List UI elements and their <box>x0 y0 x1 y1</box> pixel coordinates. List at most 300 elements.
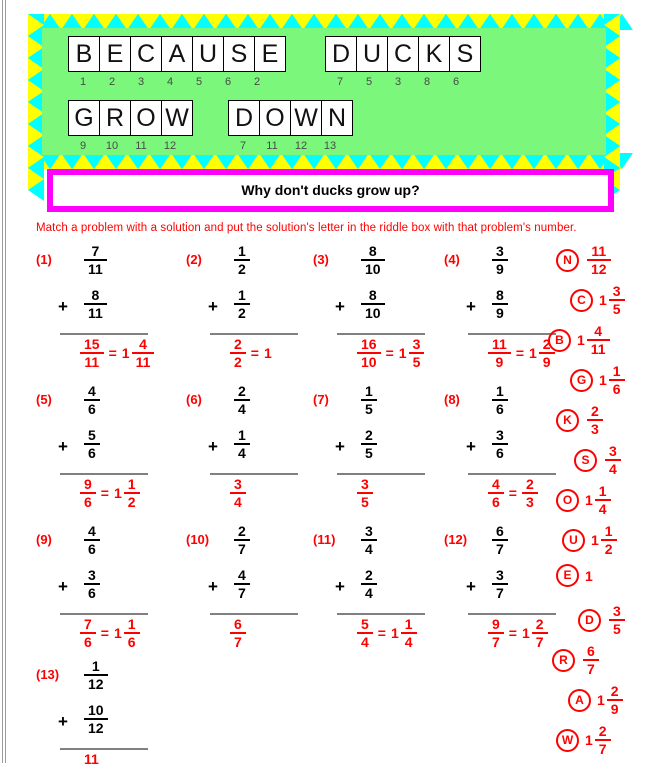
fraction-denominator: 5 <box>365 401 373 417</box>
problem-number: (5) <box>36 392 52 407</box>
fraction-denominator: 2 <box>604 541 613 557</box>
fraction-denominator: 9 <box>496 261 504 277</box>
fraction-numerator: 7 <box>91 243 100 259</box>
fraction-denominator: 4 <box>365 541 373 557</box>
fraction-denominator: 7 <box>238 585 246 601</box>
fraction-numerator: 4 <box>88 383 96 399</box>
fraction-denominator: 5 <box>365 445 373 461</box>
answer-key-fraction <box>601 524 617 556</box>
fraction-denominator: 6 <box>88 401 96 417</box>
fraction-numerator: 16 <box>361 336 377 352</box>
fraction-denominator: 4 <box>598 501 607 517</box>
fraction-denominator: 7 <box>535 634 544 650</box>
answer-key-item[interactable] <box>568 684 623 716</box>
problem-number: (1) <box>36 252 52 267</box>
fraction-numerator: 9 <box>492 616 500 632</box>
fraction-denominator: 10 <box>365 261 381 277</box>
problem-number: (13) <box>36 667 60 682</box>
sum-rule <box>337 613 425 615</box>
problem-addend-second <box>84 568 100 600</box>
problem-answer <box>80 337 154 369</box>
problem-addend-first <box>361 384 377 416</box>
fraction-denominator: 6 <box>84 494 92 510</box>
fraction-numerator: 3 <box>612 283 621 299</box>
fraction-denominator: 2 <box>127 494 136 510</box>
fraction-numerator: 4 <box>139 336 147 352</box>
fraction-numerator: 4 <box>88 523 96 539</box>
problem-addend-second <box>492 568 508 600</box>
answer-key-item[interactable] <box>556 564 595 587</box>
answer-key-fraction <box>595 484 611 516</box>
fraction-numerator: 3 <box>496 243 504 259</box>
fraction-numerator: 3 <box>361 476 369 492</box>
fraction-denominator: 9 <box>495 354 504 370</box>
problem-addend-second <box>361 428 377 460</box>
fraction-numerator: 1 <box>238 427 246 443</box>
answer-key-whole-number: 1 <box>599 372 607 388</box>
riddle-letter-number: 3 <box>394 76 402 88</box>
fraction-denominator: 6 <box>88 541 96 557</box>
fraction-denominator: 6 <box>496 445 504 461</box>
riddle-letter-box[interactable]: K <box>418 36 450 72</box>
sum-rule <box>210 333 298 335</box>
problem-answer <box>357 337 424 369</box>
fraction-numerator: 1 <box>404 616 413 632</box>
fraction-numerator: 1 <box>598 483 607 499</box>
fraction-numerator: 8 <box>91 287 100 303</box>
sum-rule <box>60 613 148 615</box>
problem-answer <box>357 477 373 509</box>
fraction-numerator: 2 <box>610 683 619 699</box>
fraction-numerator: 8 <box>368 287 377 303</box>
answer-whole-number: 1 <box>113 485 122 501</box>
answer-letter-circle: S <box>574 449 597 472</box>
riddle-letter-number: 5 <box>195 76 203 88</box>
answer-improper-fraction <box>230 617 246 649</box>
fraction-numerator: 2 <box>365 427 373 443</box>
sum-rule <box>60 473 148 475</box>
sum-rule <box>210 613 298 615</box>
riddle-letter-box[interactable]: E <box>254 36 286 72</box>
riddle-letter-number: 2 <box>253 76 261 88</box>
answer-whole-number: 1 <box>521 625 530 641</box>
problem-addend-first <box>492 384 508 416</box>
fraction-numerator: 5 <box>88 427 96 443</box>
fraction-denominator: 11 <box>88 261 103 277</box>
fraction-numerator: 9 <box>84 476 92 492</box>
answer-improper-fraction <box>80 752 103 770</box>
riddle-letter-box[interactable]: A <box>161 36 193 72</box>
fraction-numerator: 3 <box>365 523 373 539</box>
answer-whole-number: 1 <box>121 345 130 361</box>
sum-rule <box>468 333 556 335</box>
problem-answer <box>488 617 548 649</box>
fraction-denominator: 7 <box>238 541 246 557</box>
answer-key-item[interactable] <box>556 724 611 756</box>
answer-improper-fraction <box>488 617 504 649</box>
answer-whole-number: 1 <box>113 625 122 641</box>
problem-addend-second <box>84 703 108 735</box>
answer-key-fraction <box>609 364 625 396</box>
plus-operator: + <box>208 577 218 596</box>
fraction-numerator: 4 <box>594 323 603 339</box>
fraction-denominator: 6 <box>496 401 504 417</box>
problem-addend-second <box>492 428 508 460</box>
fraction-denominator: 4 <box>365 585 373 601</box>
answer-improper-fraction <box>488 337 511 369</box>
equals-sign: = <box>377 625 386 641</box>
fraction-numerator: 3 <box>613 603 621 619</box>
riddle-letter-number: 13 <box>323 140 337 152</box>
fraction-numerator: 15 <box>84 336 100 352</box>
equals-sign: = <box>385 345 394 361</box>
fraction-numerator: 2 <box>535 616 544 632</box>
answer-key-item[interactable] <box>556 484 611 516</box>
answer-key-whole-number: 1 <box>599 292 607 308</box>
fraction-numerator: 1 <box>496 383 504 399</box>
fraction-numerator: 1 <box>612 363 621 379</box>
fraction-denominator: 9 <box>496 305 504 321</box>
riddle-letter-box[interactable]: U <box>192 36 224 72</box>
equals-sign: = <box>515 345 524 361</box>
answer-letter-circle: C <box>570 289 593 312</box>
equals-sign: = <box>108 345 117 361</box>
fraction-denominator: 7 <box>496 585 504 601</box>
problem-number: (8) <box>444 392 460 407</box>
fraction-numerator: 1 <box>238 287 246 303</box>
plus-operator: + <box>466 437 476 456</box>
answer-key-item[interactable] <box>570 364 625 396</box>
answer-key-item[interactable] <box>548 324 610 356</box>
fraction-denominator: 9 <box>610 701 619 717</box>
fraction-numerator: 2 <box>238 523 246 539</box>
riddle-letter-number: 1 <box>79 76 87 88</box>
problem-addend-first <box>234 244 250 276</box>
fraction-numerator: 4 <box>238 567 246 583</box>
answer-key-fraction <box>607 684 623 716</box>
fraction-denominator: 4 <box>361 634 369 650</box>
problem-answer <box>230 617 246 649</box>
riddle-letter-number: 8 <box>423 76 431 88</box>
problem-number: (3) <box>313 252 329 267</box>
equals-sign: = <box>508 485 517 501</box>
problem-addend-second <box>84 288 107 320</box>
riddle-letter-number: 7 <box>336 76 344 88</box>
riddle-letter-box[interactable]: C <box>130 36 162 72</box>
answer-key-whole-number: 1 <box>597 692 605 708</box>
riddle-letter-box[interactable]: C <box>387 36 419 72</box>
riddle-letter-number: 10 <box>105 140 119 152</box>
fraction-numerator: 1 <box>238 243 246 259</box>
fraction-numerator: 1 <box>127 476 136 492</box>
fraction-denominator: 2 <box>238 261 246 277</box>
riddle-letter-number: 5 <box>365 76 373 88</box>
instruction-text: Match a problem with a solution and put the solution's letter in the riddle box with that problem's number. <box>36 222 577 234</box>
fraction-denominator: 7 <box>587 661 595 677</box>
fraction-numerator: 6 <box>234 616 242 632</box>
problem-addend-second <box>234 568 250 600</box>
answer-improper-fraction <box>230 477 246 509</box>
riddle-letter-number: 11 <box>266 140 278 152</box>
fraction-denominator: 12 <box>88 676 104 692</box>
fraction-numerator: 8 <box>496 287 504 303</box>
answer-key-whole-number: 1 <box>585 732 593 748</box>
riddle-letter-box[interactable]: R <box>99 100 131 136</box>
answer-key-fraction <box>587 404 603 436</box>
sum-rule <box>337 333 425 335</box>
fraction-denominator: 7 <box>234 634 242 650</box>
answer-key-fraction <box>605 444 621 476</box>
fraction-denominator: 4 <box>234 494 242 510</box>
problem-answer <box>488 337 555 369</box>
riddle-letter-box[interactable]: B <box>68 36 100 72</box>
fraction-denominator: 5 <box>412 354 421 370</box>
answer-mixed-fraction <box>401 617 417 649</box>
plus-operator: + <box>58 437 68 456</box>
answer-key-fraction <box>609 604 625 636</box>
answer-improper-fraction <box>80 337 104 369</box>
fraction-denominator: 6 <box>127 634 136 650</box>
answer-letter-circle: A <box>568 689 591 712</box>
fraction-numerator: 3 <box>609 443 617 459</box>
fraction-numerator: 3 <box>88 567 96 583</box>
fraction-numerator: 11 <box>84 751 99 767</box>
equals-sign: = <box>100 625 109 641</box>
answer-letter-circle: U <box>562 529 585 552</box>
answer-key-item[interactable] <box>556 404 603 436</box>
riddle-letter-number: 12 <box>294 140 308 152</box>
fraction-numerator: 7 <box>84 616 92 632</box>
sum-rule <box>60 333 148 335</box>
fraction-denominator: 6 <box>612 381 621 397</box>
riddle-letter-number: 6 <box>224 76 232 88</box>
fraction-numerator: 1 <box>604 523 613 539</box>
answer-key-whole-number: 1 <box>591 532 599 548</box>
problem-addend-first <box>84 244 107 276</box>
answer-improper-fraction <box>80 617 96 649</box>
fraction-denominator: 11 <box>84 354 100 370</box>
answer-mixed-fraction <box>532 617 548 649</box>
riddle-letter-box[interactable]: O <box>130 100 162 136</box>
fraction-numerator: 2 <box>591 403 599 419</box>
fraction-numerator: 3 <box>412 336 421 352</box>
problem-addend-second <box>234 428 250 460</box>
riddle-letter-box[interactable]: D <box>228 100 260 136</box>
answer-mixed-fraction <box>124 477 140 509</box>
riddle-letter-box[interactable]: U <box>356 36 388 72</box>
answer-key-item[interactable] <box>562 524 617 556</box>
riddle-letter-number: 6 <box>452 76 460 88</box>
problem-addend-first <box>84 524 100 556</box>
answer-letter-circle: W <box>556 729 579 752</box>
fraction-numerator: 2 <box>238 383 246 399</box>
problem-answer <box>80 477 140 509</box>
problem-answer <box>230 477 246 509</box>
answer-mixed-fraction <box>409 337 425 369</box>
riddle-letter-number: 12 <box>163 140 177 152</box>
riddle-letter-box[interactable]: W <box>290 100 322 136</box>
fraction-denominator: 6 <box>88 445 96 461</box>
fraction-denominator: 11 <box>135 354 151 370</box>
fraction-denominator: 4 <box>238 401 246 417</box>
sum-rule <box>60 748 148 750</box>
fraction-denominator: 11 <box>590 341 606 357</box>
fraction-numerator: 3 <box>234 476 242 492</box>
problem-addend-first <box>492 524 508 556</box>
riddle-letter-number: 3 <box>137 76 145 88</box>
answer-key-whole-number: 1 <box>585 567 593 584</box>
answer-key-item[interactable] <box>552 644 599 676</box>
fraction-denominator: 12 <box>88 720 104 736</box>
answer-improper-fraction <box>357 477 373 509</box>
answer-letter-circle: K <box>556 409 579 432</box>
answer-improper-fraction <box>357 337 381 369</box>
problem-addend-second <box>234 288 250 320</box>
answer-key-fraction <box>595 724 611 756</box>
equals-sign: = <box>508 625 517 641</box>
answer-key-item[interactable] <box>556 244 611 276</box>
answer-key-whole-number: 1 <box>585 492 593 508</box>
riddle-letter-number: 9 <box>79 140 87 152</box>
riddle-letter-box[interactable]: D <box>325 36 357 72</box>
problem-addend-first <box>361 244 385 276</box>
fraction-numerator: 2 <box>525 476 534 492</box>
fraction-numerator: 10 <box>88 702 104 718</box>
fraction-denominator: 10 <box>361 354 377 370</box>
fraction-denominator: 11 <box>88 305 103 321</box>
fraction-numerator: 2 <box>598 723 607 739</box>
plus-operator: + <box>208 437 218 456</box>
problem-addend-second <box>84 428 100 460</box>
problem-number: (9) <box>36 532 52 547</box>
riddle-letter-box[interactable]: S <box>449 36 481 72</box>
problem-number: (7) <box>313 392 329 407</box>
answer-letter-circle: B <box>548 329 571 352</box>
fraction-numerator: 5 <box>361 616 369 632</box>
answer-letter-circle: R <box>552 649 575 672</box>
fraction-numerator: 4 <box>492 476 500 492</box>
riddle-letter-box[interactable]: W <box>161 100 193 136</box>
answer-letter-circle: G <box>570 369 593 392</box>
answer-improper-fraction <box>230 337 246 369</box>
fraction-denominator: 3 <box>591 421 599 437</box>
problem-addend-second <box>492 288 508 320</box>
fraction-numerator: 8 <box>368 243 377 259</box>
fraction-numerator: 1 <box>127 616 136 632</box>
problem-number: (6) <box>186 392 202 407</box>
problem-addend-first <box>234 524 250 556</box>
answer-whole-number: 1 <box>398 345 407 361</box>
equals-sign: = <box>250 345 259 361</box>
fraction-denominator: 6 <box>84 634 92 650</box>
problem-number: (2) <box>186 252 202 267</box>
answer-letter-circle: N <box>556 249 579 272</box>
problem-addend-first <box>492 244 508 276</box>
problem-addend-second <box>361 568 377 600</box>
fraction-denominator: 7 <box>492 634 500 650</box>
fraction-denominator: 2 <box>238 305 246 321</box>
answer-key-item[interactable] <box>574 444 621 476</box>
fraction-numerator: 6 <box>587 643 595 659</box>
fraction-denominator: 7 <box>598 741 607 757</box>
answer-key-fraction <box>583 644 599 676</box>
problem-answer <box>230 337 274 369</box>
answer-letter-circle: O <box>556 489 579 512</box>
answer-key-fraction <box>609 284 625 316</box>
fraction-numerator: 2 <box>234 336 242 352</box>
fraction-numerator: 11 <box>492 336 507 352</box>
plus-operator: + <box>58 712 68 731</box>
answer-whole-number: 1 <box>390 625 399 641</box>
riddle-letter-box[interactable]: S <box>223 36 255 72</box>
riddle-letter-box[interactable]: G <box>68 100 100 136</box>
answer-letter-circle: D <box>578 609 601 632</box>
fraction-numerator: 2 <box>542 336 551 352</box>
fraction-denominator: 4 <box>609 461 617 477</box>
riddle-letter-number: 7 <box>239 140 247 152</box>
answer-improper-fraction <box>80 477 96 509</box>
fraction-numerator: 1 <box>365 383 373 399</box>
problem-addend-first <box>84 659 108 691</box>
fraction-denominator: 4 <box>404 634 413 650</box>
fraction-denominator: 6 <box>492 494 500 510</box>
fraction-numerator: 2 <box>365 567 373 583</box>
plus-operator: + <box>466 297 476 316</box>
sum-rule <box>337 473 425 475</box>
answer-key-item[interactable] <box>578 604 625 636</box>
answer-key-fraction <box>587 324 610 356</box>
answer-key-item[interactable] <box>570 284 625 316</box>
answer-letter-circle: E <box>556 564 579 587</box>
fraction-numerator: 6 <box>496 523 504 539</box>
riddle-letter-number: 4 <box>166 76 174 88</box>
answer-key-fraction <box>587 244 611 276</box>
answer-whole-number: 1 <box>263 345 272 361</box>
fraction-numerator: 1 <box>91 658 100 674</box>
fraction-denominator: 5 <box>361 494 369 510</box>
plus-operator: + <box>58 577 68 596</box>
fraction-numerator: 3 <box>496 427 504 443</box>
fraction-denominator: 4 <box>238 445 246 461</box>
problem-addend-first <box>84 384 100 416</box>
problem-addend-first <box>361 524 377 556</box>
riddle-letter-number: 2 <box>108 76 116 88</box>
answer-mixed-fraction <box>522 477 538 509</box>
sum-rule <box>468 473 556 475</box>
problem-addend-second <box>361 288 385 320</box>
problem-answer <box>80 752 103 770</box>
problem-answer <box>80 617 140 649</box>
plus-operator: + <box>466 577 476 596</box>
fraction-denominator: 9 <box>542 354 551 370</box>
answer-improper-fraction <box>357 617 373 649</box>
riddle-letter-box[interactable]: O <box>259 100 291 136</box>
sum-rule <box>210 473 298 475</box>
problem-addend-first <box>234 384 250 416</box>
fraction-numerator: 3 <box>496 567 504 583</box>
riddle-letter-box[interactable]: N <box>321 100 353 136</box>
problem-number: (10) <box>186 532 210 547</box>
problem-number: (4) <box>444 252 460 267</box>
fraction-denominator: 2 <box>234 354 242 370</box>
fraction-denominator: 3 <box>525 494 534 510</box>
fraction-numerator: 11 <box>591 243 607 259</box>
fraction-denominator: 5 <box>613 621 621 637</box>
answer-mixed-fraction <box>124 617 140 649</box>
sum-rule <box>468 613 556 615</box>
riddle-letter-box[interactable]: E <box>99 36 131 72</box>
equals-sign: = <box>100 485 109 501</box>
